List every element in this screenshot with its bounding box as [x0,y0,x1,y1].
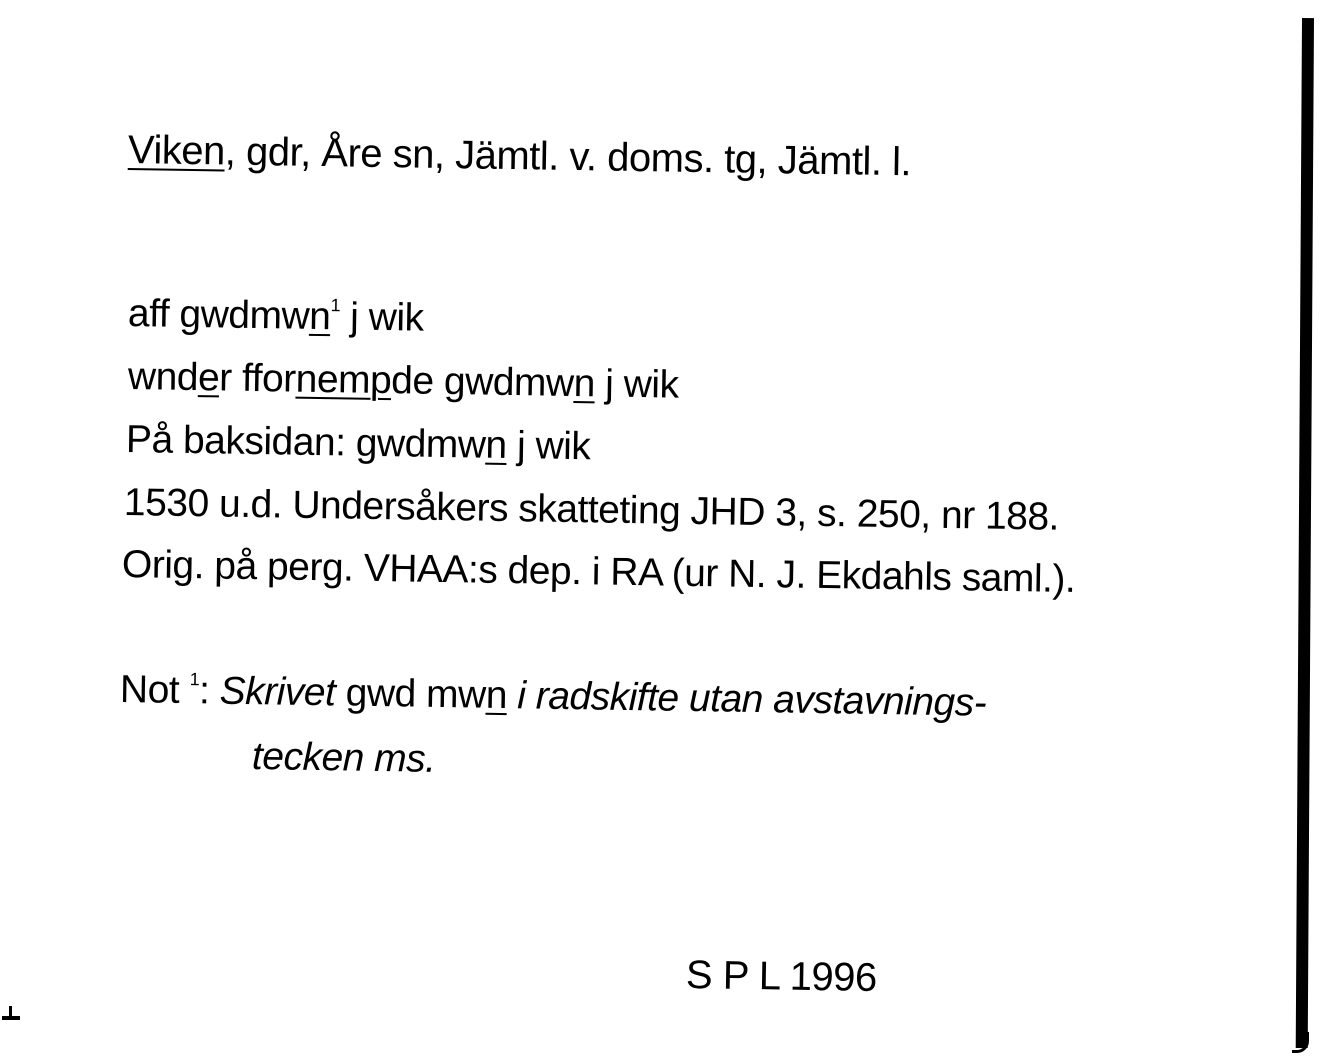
note-italic-text: Skrivet [219,669,347,715]
card-edge-border [1296,18,1314,1048]
corner-tick-mark [2,1016,20,1020]
abbrev-letter: n [308,294,331,339]
abbrev-letter: n [485,673,508,718]
form-line-3 [126,418,591,469]
note-line-2: tecken ms. [251,735,436,781]
text-segment: aff gwdmw [127,292,310,338]
text-segment: r ffor [218,356,297,401]
origin-line: Orig. på perg. VHAA:s dep. i RA (ur N. J. Ekdahls saml.). [121,543,1076,601]
note-colon: : [198,669,221,713]
card-edge-curl [1292,1032,1309,1053]
text-segment: På baksidan: gwdmw [125,418,486,467]
place-name: Viken [127,128,226,174]
source-line: 1530 u.d. Undersåkers skatteting JHD 3, s. 250, nr 188. [123,481,1060,539]
form-line-1 [128,292,424,341]
note-form-text: gwd mw [345,671,487,717]
text-segment: de gwdmw [390,359,574,405]
text-segment: wnd [127,355,199,400]
note-line-1 [120,668,987,726]
place-description: , gdr, Åre sn, Jämtl. v. doms. tg, Jämtl. l. [224,129,912,185]
text-segment: j wik [506,423,591,469]
text-segment: j wik [339,295,424,340]
form-line-2 [128,355,679,408]
abbrev-letter: n [485,423,508,467]
entry-heading [128,128,912,185]
abbrev-letters: nemp [295,357,392,403]
footnote-ref: 1 [330,295,341,316]
note-italic-text: i radskifte utan avstavnings- [506,674,987,725]
abbrev-letter: n [573,362,596,406]
signature: S P L 1996 [685,953,878,1000]
text-segment: j wik [594,362,679,407]
abbrev-letter: e [197,356,220,400]
note-number: 1 [189,669,200,690]
note-label: Not [119,668,190,713]
